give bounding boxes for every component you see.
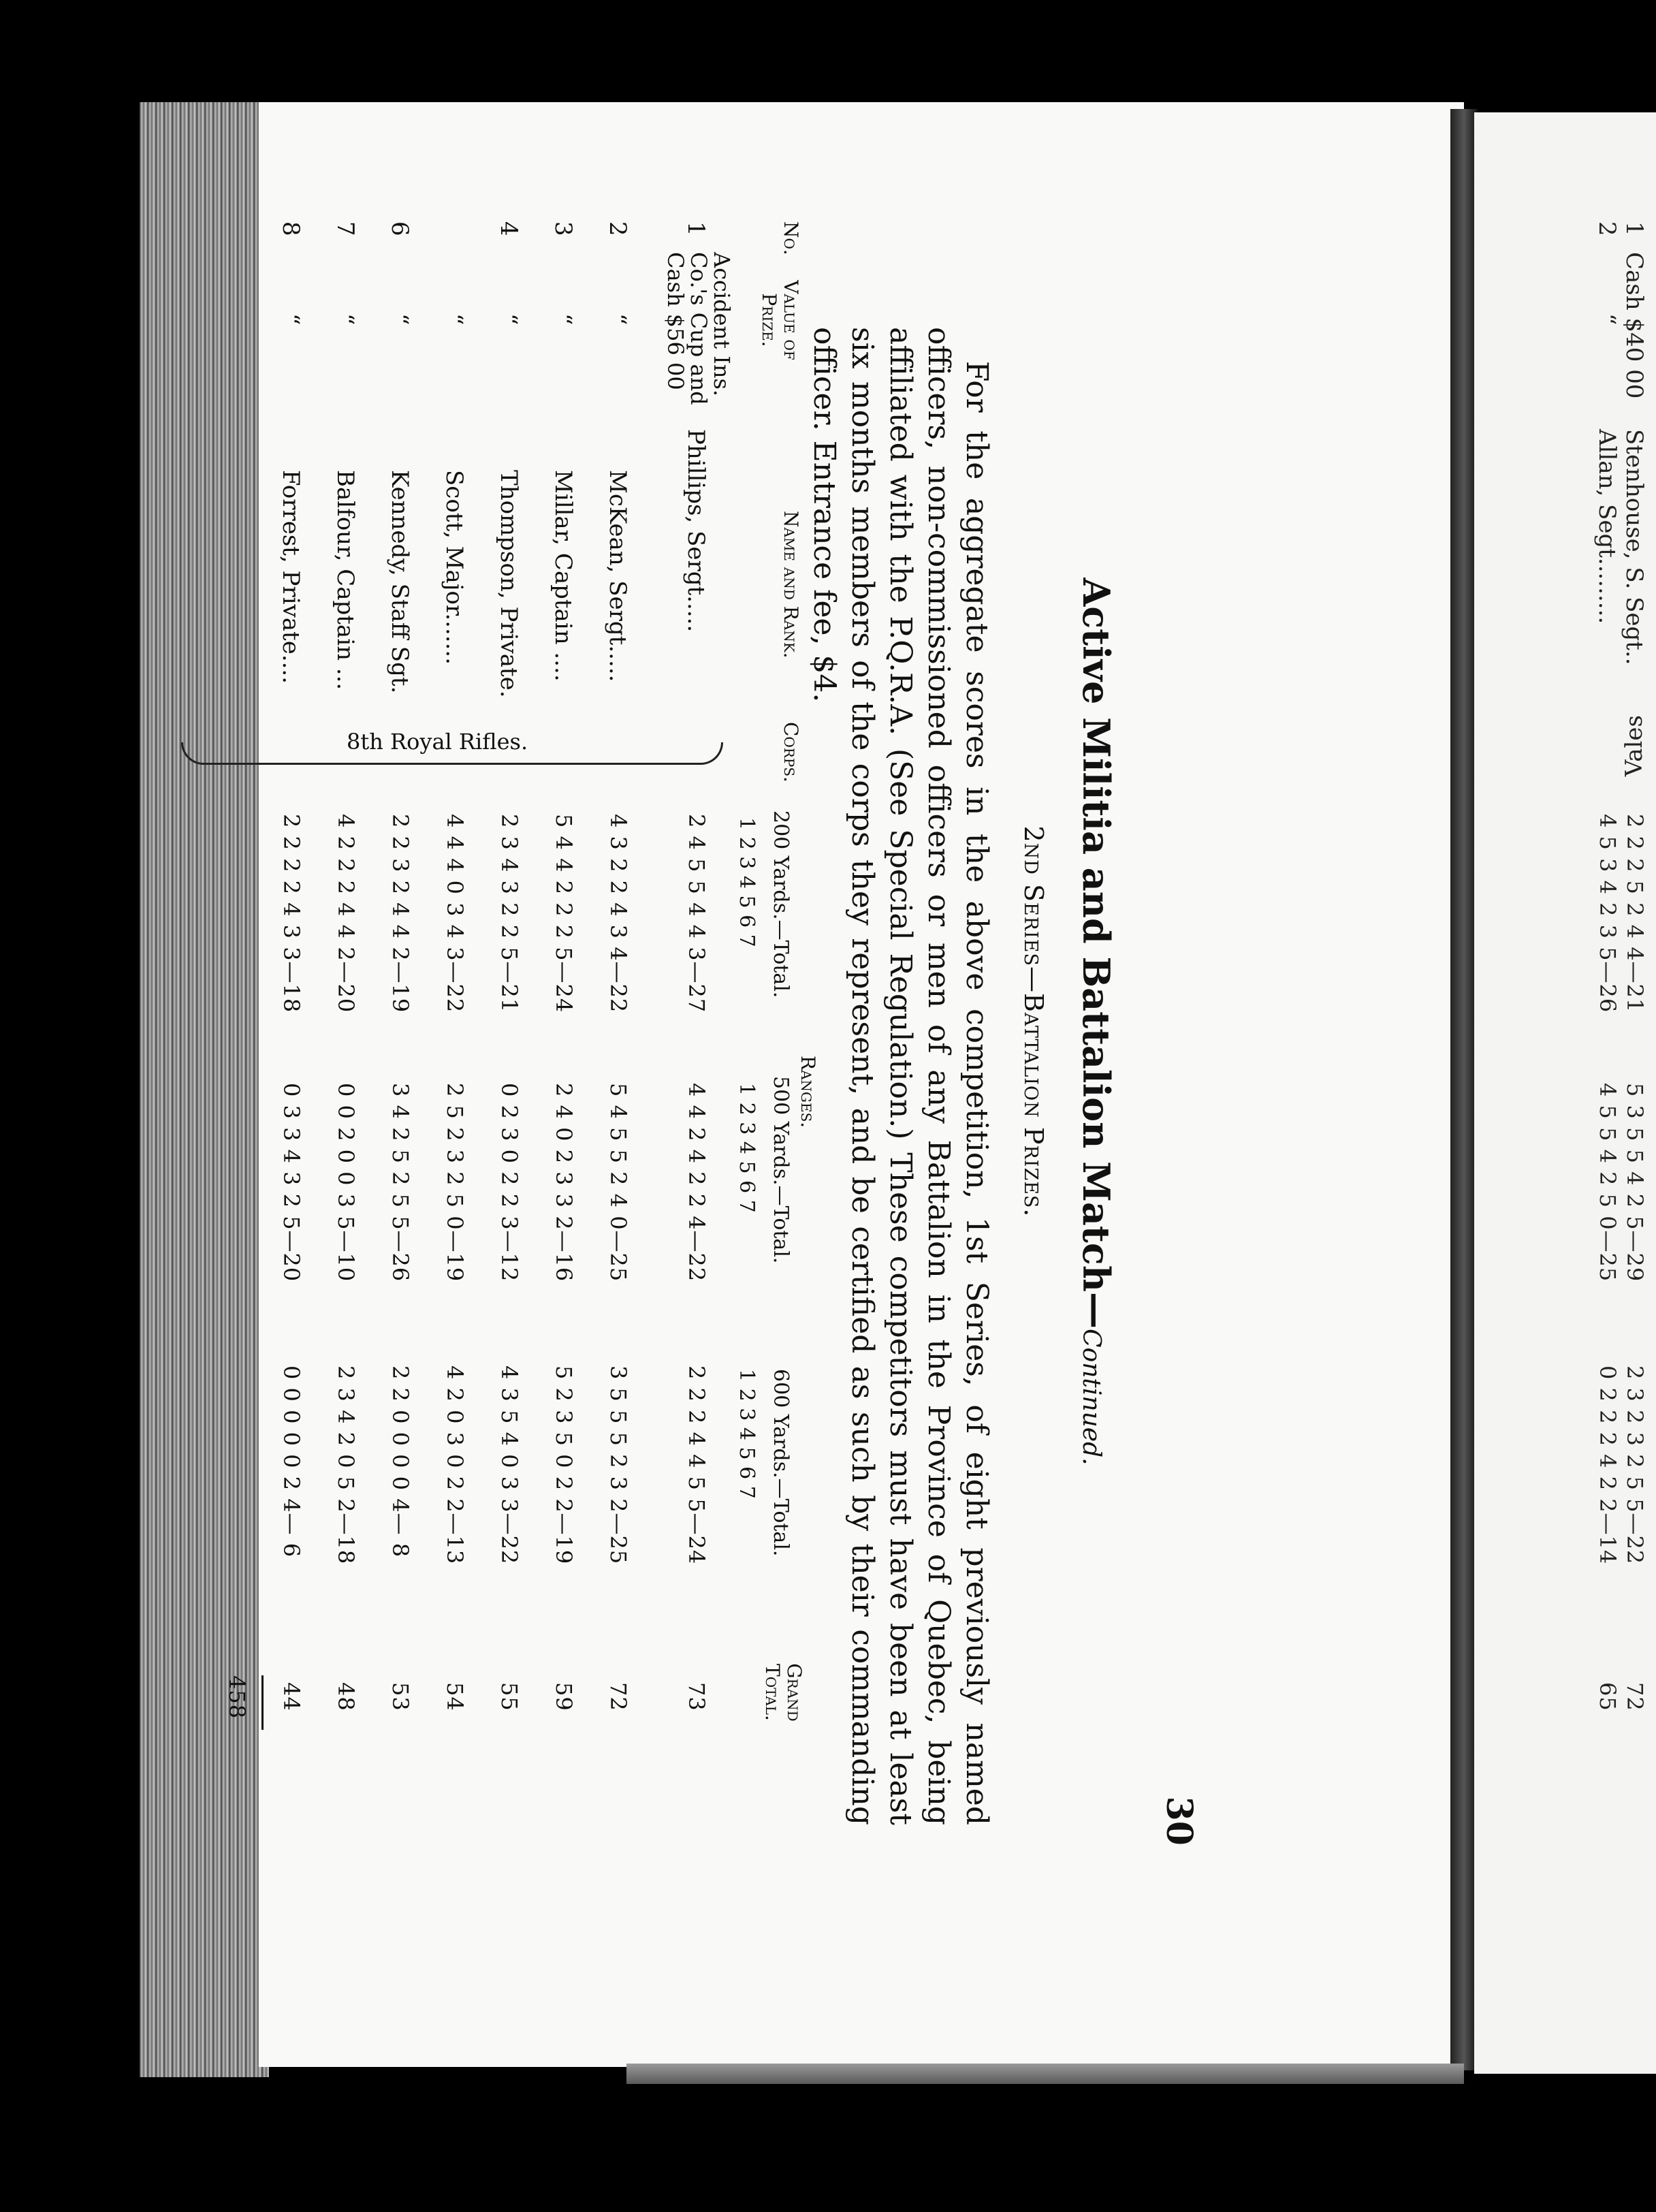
title-suffix: Continued. <box>1077 1329 1105 1466</box>
intro-paragraph: For the aggregate scores in the above competition, 1st Series, of eight previously named officers, non-commissioned officers or men of any Battalion in the Province of Quebec, being affiliated with the P.Q.R.A. (See Special Regulation.) These competitors must have been at least six months members of the corps they represent, and be certified as such by their commanding officer. Entrance fee, $4. <box>807 327 994 1825</box>
grand-total: 72 <box>1622 1682 1648 1711</box>
score-600: 2 3 4 2 0 5 2—18 <box>333 1365 359 1565</box>
shot-numbers-600: 1 2 3 4 5 6 7 <box>735 1369 759 1499</box>
score-200: 2 3 4 3 2 2 5—21 <box>496 814 522 1013</box>
score-600: 0 2 2 2 4 2 2—14 <box>1595 1365 1621 1565</box>
page-bottom-edge <box>626 2064 1464 2084</box>
row-prize: “ <box>277 313 304 326</box>
score-500: 0 0 2 0 0 3 5—10 <box>333 1083 359 1282</box>
header-200: 200 Yards.—Total. <box>769 810 793 998</box>
row-prize: “ <box>604 313 631 326</box>
score-600: 4 3 5 4 0 3 3—22 <box>496 1365 522 1565</box>
row-no: 2 <box>604 221 631 236</box>
score-500: 4 4 2 4 2 2 4—22 <box>684 1083 710 1282</box>
score-600: 2 3 2 3 2 5 5—22 <box>1622 1365 1648 1565</box>
row-name: McKean, Sergt..... <box>604 470 631 682</box>
row-prize: “ <box>1593 313 1621 326</box>
row-name: Phillips, Sergt..... <box>682 429 710 633</box>
header-corps: Corps. <box>780 722 802 783</box>
grand-total: 72 <box>605 1682 631 1711</box>
score-600: 2 2 0 0 0 0 4— 8 <box>387 1365 413 1558</box>
page-title: Active Militia and Battalion Match—Continued. <box>1074 578 1118 1466</box>
header-name: Name and Rank. <box>780 511 802 659</box>
score-200: 4 2 2 2 4 4 2—20 <box>333 814 359 1013</box>
row-no: 2 <box>1593 221 1621 236</box>
header-value: Value of Prize. <box>758 280 802 360</box>
score-200: 2 2 2 5 2 4 4—21 <box>1622 814 1648 1013</box>
grand-total: 59 <box>551 1682 577 1711</box>
score-200: 2 2 2 2 4 3 3—18 <box>278 814 304 1013</box>
score-600: 4 2 0 3 0 2 2—13 <box>442 1365 468 1565</box>
score-200: 4 3 2 2 4 3 4—22 <box>605 814 631 1013</box>
page-number: 30 <box>1158 1796 1200 1846</box>
grand-total: 55 <box>496 1682 522 1711</box>
grand-total: 44 <box>278 1682 304 1711</box>
shot-numbers-500: 1 2 3 4 5 6 7 <box>735 1083 759 1213</box>
score-200: 2 2 3 2 4 4 2—19 <box>387 814 413 1013</box>
title-text: Active Militia and Battalion Match <box>1074 578 1118 1293</box>
corps-fragment: Vales <box>1621 715 1648 777</box>
grand-total: 48 <box>333 1682 359 1711</box>
row-prize: Accident Ins. Co.'s Cup and Cash $56 00 <box>663 252 735 405</box>
row-prize: “ <box>332 313 359 326</box>
page-content <box>138 198 1200 1846</box>
row-name: Allan, Segt......... <box>1593 429 1621 625</box>
row-name: Forrest, Private.... <box>277 470 304 684</box>
row-prize: “ <box>441 313 468 326</box>
row-no: 1 <box>1621 221 1648 236</box>
row-name: Balfour, Captain ... <box>332 470 359 691</box>
corps-label-wrap <box>178 729 696 770</box>
shot-numbers-200: 1 2 3 4 5 6 7 <box>735 817 759 947</box>
row-no: 1 <box>682 221 710 236</box>
score-200: 5 4 4 2 2 2 5—24 <box>551 814 577 1013</box>
row-prize: Cash $40 00 <box>1621 252 1648 399</box>
score-500: 0 3 3 4 3 2 5—20 <box>278 1083 304 1282</box>
header-no: No. <box>780 221 802 255</box>
row-prize: “ <box>550 313 577 326</box>
grand-total: 54 <box>442 1682 468 1711</box>
row-no: 3 <box>550 221 577 236</box>
score-500: 2 5 2 3 2 5 0—19 <box>442 1083 468 1282</box>
score-500: 0 2 3 0 2 2 3—12 <box>496 1083 522 1282</box>
next-page-content <box>1375 198 1648 1846</box>
score-500: 3 4 2 5 2 5 5—26 <box>387 1083 413 1282</box>
score-500: 2 4 0 2 3 3 2—16 <box>551 1083 577 1282</box>
row-prize: “ <box>386 313 413 326</box>
score-600: 5 2 3 5 0 2 2—19 <box>551 1365 577 1565</box>
score-200: 4 4 4 0 3 4 3—22 <box>442 814 468 1013</box>
header-600: 600 Yards.—Total. <box>769 1369 793 1557</box>
grand-total: 53 <box>387 1682 413 1711</box>
sum-rule <box>261 1675 264 1730</box>
row-prize: “ <box>495 313 522 326</box>
row-name: Millar, Captain .... <box>550 470 577 682</box>
header-grand-total: Grand Total. <box>761 1663 806 1722</box>
row-no: 6 <box>386 221 413 236</box>
row-no: 8 <box>277 221 304 236</box>
page-subtitle: 2nd Series—Battalion Prizes. <box>1019 825 1049 1218</box>
score-200: 2 4 5 5 4 4 3—27 <box>684 814 710 1013</box>
row-name: Thompson, Private. <box>495 470 522 698</box>
grand-total: 65 <box>1595 1682 1621 1711</box>
row-name: Scott, Major....... <box>441 470 468 665</box>
row-name: Stenhouse, S. Segt.. <box>1621 429 1648 665</box>
header-ranges: Ranges. <box>797 1056 819 1128</box>
score-500: 5 4 5 5 2 4 0—25 <box>605 1083 631 1282</box>
row-no: 7 <box>332 221 359 236</box>
score-500: 4 5 5 4 2 5 0—25 <box>1595 1083 1621 1282</box>
header-500: 500 Yards.—Total. <box>769 1076 793 1264</box>
score-600: 0 0 0 0 0 2 4— 6 <box>278 1365 304 1558</box>
sum-total: 458 <box>224 1675 250 1720</box>
corps-label: 8th Royal Rifles. <box>346 729 528 755</box>
grand-total: 73 <box>684 1682 710 1711</box>
score-500: 5 3 5 5 4 2 5—29 <box>1622 1083 1648 1282</box>
row-name: Kennedy, Staff Sgt. <box>386 470 413 694</box>
score-600: 2 2 2 4 4 5 5—24 <box>684 1365 710 1565</box>
row-no: 4 <box>495 221 522 236</box>
score-200: 4 5 3 4 2 3 5—26 <box>1595 814 1621 1013</box>
score-600: 3 5 5 5 2 3 2—25 <box>605 1365 631 1565</box>
